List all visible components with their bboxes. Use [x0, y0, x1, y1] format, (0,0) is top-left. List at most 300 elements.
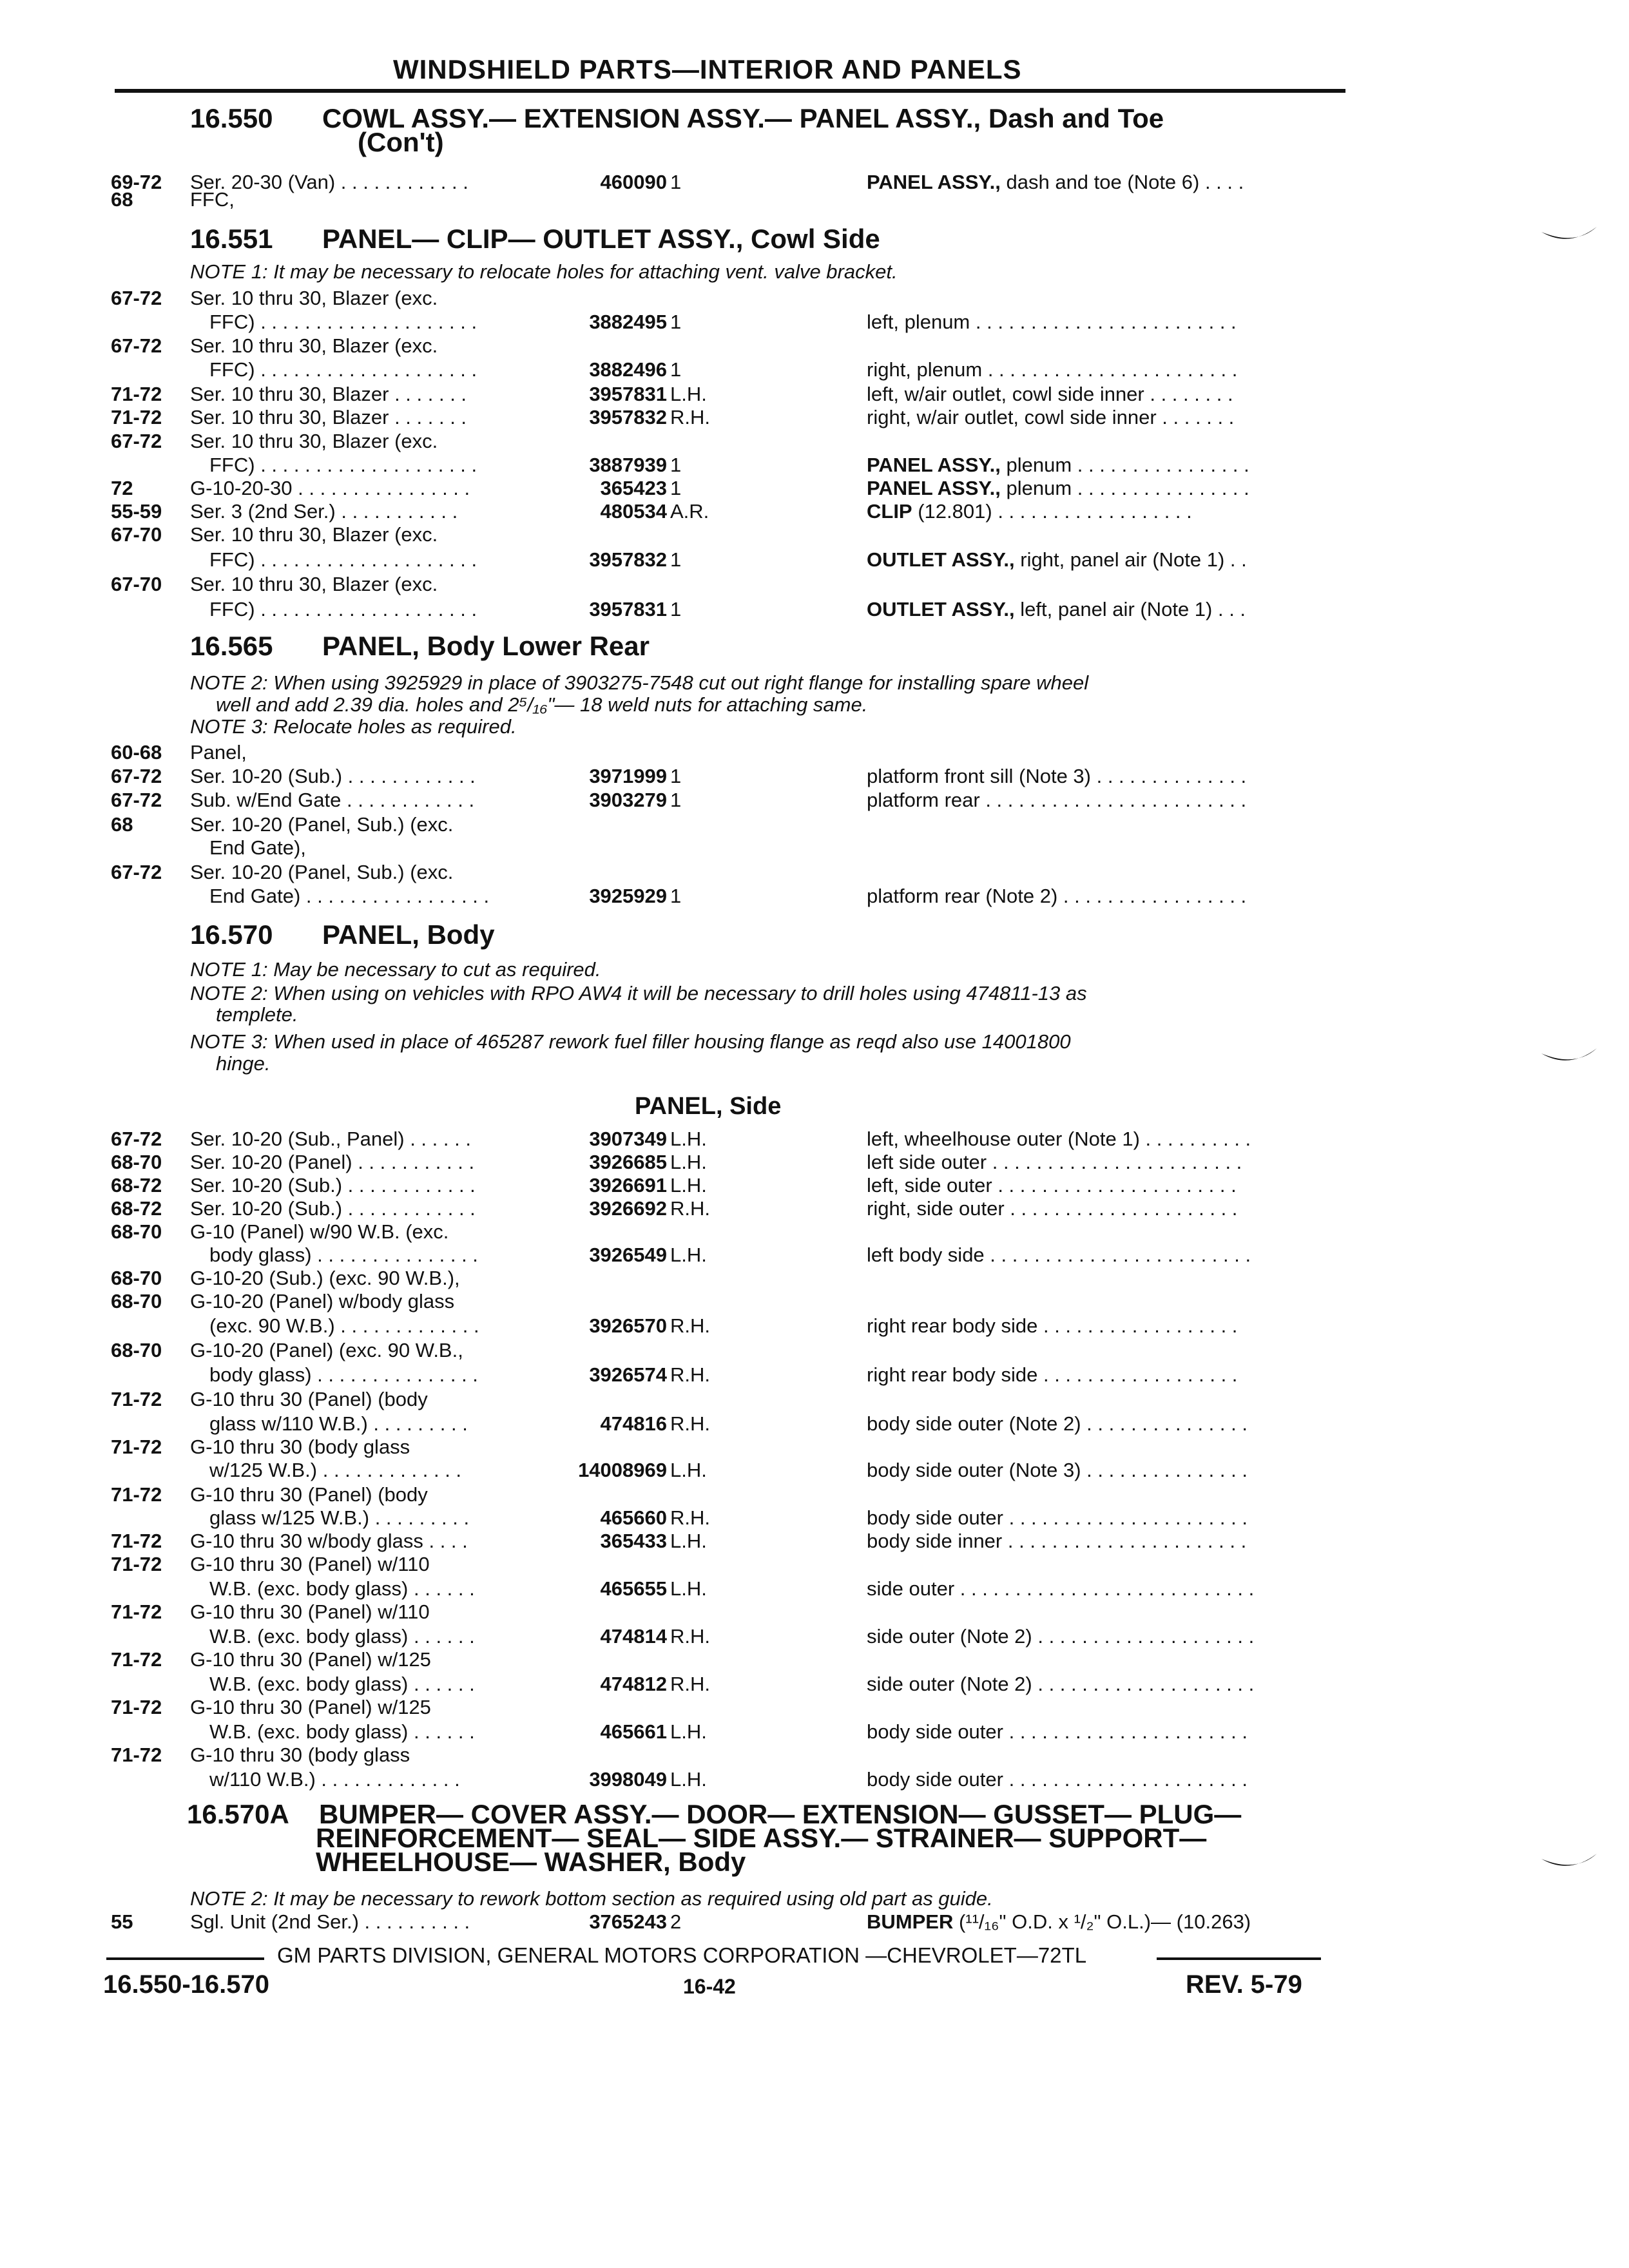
series-description: FFC) . . . . . . . . . . . . . . . . . . . .: [209, 548, 477, 571]
series-description: FFC) . . . . . . . . . . . . . . . . . . . .: [209, 598, 477, 620]
part-detail: plenum . . . . . . . . . . . . . . . .: [1000, 454, 1249, 476]
model-years: 71-72: [111, 383, 162, 405]
part-name: OUTLET ASSY.,: [867, 548, 1015, 571]
series-description: End Gate) . . . . . . . . . . . . . . . . .: [209, 885, 490, 907]
quantity: L.H.: [670, 1459, 707, 1481]
part-number: 474816: [600, 1412, 667, 1435]
part-description: [867, 500, 1192, 523]
part-detail: right, w/air outlet, cowl side inner . . . . . . .: [867, 406, 1235, 428]
series-description: W.B. (exc. body glass) . . . . . .: [209, 1673, 475, 1695]
table-row: [0, 885, 1629, 908]
series-description: FFC) . . . . . . . . . . . . . . . . . . . .: [209, 358, 477, 381]
part-description: [867, 1363, 1237, 1387]
part-number: 474812: [600, 1673, 667, 1695]
quantity: L.H.: [670, 1128, 707, 1150]
part-detail: right, plenum . . . . . . . . . . . . . . . . . . . . . . .: [867, 358, 1238, 381]
part-description: [867, 1128, 1251, 1151]
series-description: W.B. (exc. body glass) . . . . . .: [209, 1720, 475, 1743]
quantity: R.H.: [670, 1506, 710, 1529]
part-description: [867, 1506, 1248, 1530]
series-description: Ser. 10-20 (Sub.) . . . . . . . . . . . .: [190, 1197, 476, 1220]
section-number: 16.551: [190, 224, 273, 254]
series-description: Ser. 10-20 (Sub.) . . . . . . . . . . . .: [190, 1174, 476, 1196]
part-number: 3926685: [589, 1151, 667, 1173]
part-number: 3887939: [589, 454, 667, 476]
section-title: PANEL— CLIP— OUTLET ASSY., Cowl Side: [322, 224, 880, 254]
part-detail: body side inner . . . . . . . . . . . . . . . . . . . . . .: [867, 1530, 1247, 1552]
footer-rule-right: [1157, 1957, 1321, 1960]
part-description: [867, 1151, 1242, 1174]
part-name: CLIP: [867, 500, 912, 523]
table-row: [0, 1197, 1629, 1220]
part-number: 3882495: [589, 311, 667, 333]
quantity: R.H.: [670, 1412, 710, 1435]
series-description: FFC) . . . . . . . . . . . . . . . . . . . .: [209, 454, 477, 476]
part-number: 3926692: [589, 1197, 667, 1220]
part-detail: right, side outer . . . . . . . . . . . . . . . . . . . . .: [867, 1197, 1238, 1220]
series-description: G-10 thru 30 (Panel) w/125: [190, 1648, 431, 1671]
table-row: [0, 1244, 1629, 1267]
part-description: [867, 383, 1233, 406]
model-years: 68-72: [111, 1197, 162, 1220]
part-description: [867, 548, 1247, 572]
quantity: A.R.: [670, 500, 709, 523]
part-number: 465661: [600, 1720, 667, 1743]
table-row: [0, 1625, 1629, 1648]
series-description: G-10 thru 30 (Panel) w/110: [190, 1600, 430, 1623]
model-years: 60-68: [111, 741, 162, 764]
part-description: [867, 1530, 1246, 1553]
table-row: [0, 1128, 1629, 1151]
note: NOTE 1: May be necessary to cut as required.: [190, 958, 601, 981]
part-detail: side outer . . . . . . . . . . . . . . . . . . . . . . . . . . .: [867, 1577, 1255, 1600]
table-row: [0, 1363, 1629, 1387]
table-row: [0, 287, 1629, 310]
section-number: 16.550: [190, 103, 273, 133]
part-detail: body side outer . . . . . . . . . . . . . . . . . . . . . .: [867, 1506, 1248, 1529]
part-detail: body side outer (Note 3) . . . . . . . . . . . . . . .: [867, 1459, 1248, 1481]
part-description: [867, 1197, 1237, 1220]
model-years: 71-72: [111, 1530, 162, 1552]
table-row: [0, 1339, 1629, 1362]
series-description: body glass) . . . . . . . . . . . . . . .: [209, 1244, 478, 1266]
part-name: OUTLET ASSY.,: [867, 598, 1015, 620]
part-description: [867, 358, 1237, 381]
section-heading-16570: [190, 921, 495, 948]
part-detail: platform front sill (Note 3) . . . . . . . . . . . . . .: [867, 765, 1247, 787]
part-number: 14008969: [578, 1459, 667, 1481]
section-number: 16.570: [190, 919, 273, 950]
part-detail: left, plenum . . . . . . . . . . . . . . . . . . . . . . . .: [867, 311, 1237, 333]
part-description: [867, 477, 1249, 500]
note-continued: well and add 2.39 dia. holes and 2⁵/₁₆"— 18 weld nuts for attaching same.: [216, 693, 868, 716]
model-years: 71-72: [111, 1553, 162, 1575]
part-detail: right rear body side . . . . . . . . . . . . . . . . . .: [867, 1314, 1238, 1337]
table-row: [0, 1910, 1629, 1934]
part-name: BUMPER: [867, 1910, 954, 1933]
table-row: [0, 1459, 1629, 1482]
series-description: Ser. 10-20 (Sub., Panel) . . . . . .: [190, 1128, 471, 1150]
part-detail: (¹¹/₁₆" O.D. x ¹/₂" O.L.)— (10.263): [953, 1910, 1251, 1933]
binder-mark: [1540, 1047, 1598, 1073]
part-description: [867, 1314, 1237, 1338]
series-description: w/125 W.B.) . . . . . . . . . . . . .: [209, 1459, 462, 1481]
model-years: 71-72: [111, 1483, 162, 1506]
part-detail: plenum . . . . . . . . . . . . . . . .: [1000, 477, 1249, 499]
part-number: 3998049: [589, 1768, 667, 1791]
model-years: 67-72: [111, 1128, 162, 1150]
table-row: [0, 861, 1629, 884]
series-description: FFC) . . . . . . . . . . . . . . . . . . . .: [209, 311, 477, 333]
part-number: 3957831: [589, 383, 667, 405]
section-title: BUMPER— COVER ASSY.— DOOR— EXTENSION— GUSSET— PLUG—: [319, 1799, 1242, 1829]
series-description: body glass) . . . . . . . . . . . . . . .: [209, 1363, 478, 1386]
part-number: 3926691: [589, 1174, 667, 1196]
part-description: [867, 1910, 1251, 1934]
model-years: 71-72: [111, 406, 162, 428]
series-description: Panel,: [190, 741, 247, 764]
quantity: L.H.: [670, 1720, 707, 1743]
series-description: glass w/110 W.B.) . . . . . . . . .: [209, 1412, 468, 1435]
model-years: 67-72: [111, 430, 162, 452]
table-row: [0, 477, 1629, 500]
model-years: 71-72: [111, 1648, 162, 1671]
model-years: 67-70: [111, 523, 162, 546]
quantity: L.H.: [670, 1151, 707, 1173]
series-description: G-10-20 (Sub.) (exc. 90 W.B.),: [190, 1267, 460, 1289]
part-number: 3907349: [589, 1128, 667, 1150]
part-description: [867, 1673, 1254, 1696]
part-detail: right, panel air (Note 1) . .: [1014, 548, 1247, 571]
section-number: 16.565: [190, 631, 273, 661]
table-row: [0, 1530, 1629, 1553]
part-detail: body side outer . . . . . . . . . . . . . . . . . . . . . .: [867, 1768, 1248, 1791]
note-continued: hinge.: [216, 1052, 271, 1075]
series-description: W.B. (exc. body glass) . . . . . .: [209, 1577, 475, 1600]
part-description: [867, 1625, 1254, 1648]
part-number: 480534: [600, 500, 667, 523]
table-row: [0, 311, 1629, 334]
part-number: 465660: [600, 1506, 667, 1529]
model-years: 71-72: [111, 1436, 162, 1458]
note: NOTE 2: When using 3925929 in place of 3903275-7548 cut out right flange for installing spare wheel: [190, 671, 1089, 694]
part-name: PANEL ASSY.,: [867, 477, 1001, 499]
binder-mark: [1540, 226, 1598, 251]
quantity: 1: [670, 311, 682, 333]
quantity: 1: [670, 477, 682, 499]
series-description: End Gate),: [209, 836, 306, 859]
part-description: [867, 1577, 1254, 1600]
table-row: [0, 383, 1629, 406]
quantity: 1: [670, 885, 682, 907]
series-description: G-10 thru 30 w/body glass . . . .: [190, 1530, 468, 1552]
section-heading-16551: [190, 226, 880, 253]
model-years: 71-72: [111, 1388, 162, 1410]
part-detail: left, wheelhouse outer (Note 1) . . . . . . . . . .: [867, 1128, 1251, 1150]
part-number: 3882496: [589, 358, 667, 381]
series-description: Ser. 10 thru 30, Blazer (exc.: [190, 523, 438, 546]
table-row: [0, 358, 1629, 381]
quantity: 1: [670, 358, 682, 381]
note: NOTE 3: Relocate holes as required.: [190, 715, 517, 738]
part-detail: dash and toe (Note 6) . . . .: [1000, 171, 1244, 193]
table-row: [0, 1436, 1629, 1459]
footer-rule-left: [106, 1957, 264, 1960]
table-row: [0, 1648, 1629, 1671]
quantity: L.H.: [670, 1530, 707, 1552]
part-detail: left, side outer . . . . . . . . . . . . . . . . . . . . . .: [867, 1174, 1237, 1196]
quantity: L.H.: [670, 383, 707, 405]
footer-company: GM PARTS DIVISION, GENERAL MOTORS CORPORATION —CHEVROLET—72TL: [277, 1943, 1087, 1967]
part-number: 460090: [600, 171, 667, 193]
model-years: 72: [111, 477, 133, 499]
series-description: w/110 W.B.) . . . . . . . . . . . . .: [209, 1768, 460, 1791]
series-description: Ser. 10 thru 30, Blazer (exc.: [190, 287, 438, 309]
note: NOTE 2: When using on vehicles with RPO AW4 it will be necessary to drill holes using 474811-13 as: [190, 982, 1087, 1004]
part-name: PANEL ASSY.,: [867, 454, 1001, 476]
series-description: G-10 thru 30 (Panel) (body: [190, 1388, 428, 1410]
series-description: Ser. 10-20 (Panel) . . . . . . . . . . .: [190, 1151, 475, 1173]
revision: REV. 5-79: [1186, 1970, 1302, 1999]
binder-mark: [1540, 1852, 1598, 1878]
part-description: [867, 1459, 1248, 1482]
model-years: 71-72: [111, 1600, 162, 1623]
quantity: R.H.: [670, 1673, 710, 1695]
table-row: [0, 1412, 1629, 1436]
quantity: L.H.: [670, 1244, 707, 1266]
table-row: [0, 430, 1629, 453]
part-detail: left, w/air outlet, cowl side inner . . . . . . . .: [867, 383, 1233, 405]
section-number: 16.570A: [187, 1799, 289, 1829]
part-description: [867, 1768, 1248, 1791]
quantity: 1: [670, 548, 682, 571]
part-number: 3925929: [589, 885, 667, 907]
quantity: R.H.: [670, 1197, 710, 1220]
series-description: Sgl. Unit (2nd Ser.) . . . . . . . . . .: [190, 1910, 470, 1933]
quantity: 1: [670, 765, 682, 787]
series-description: Ser. 10 thru 30, Blazer (exc.: [190, 334, 438, 357]
series-description: G-10 (Panel) w/90 W.B. (exc.: [190, 1220, 449, 1243]
series-description: G-10 thru 30 (Panel) w/110: [190, 1553, 430, 1575]
model-years: 68-70: [111, 1220, 162, 1243]
series-description: Ser. 3 (2nd Ser.) . . . . . . . . . . .: [190, 500, 458, 523]
series-description: Ser. 10 thru 30, Blazer (exc.: [190, 573, 438, 595]
part-description: [867, 789, 1246, 812]
part-detail: (12.801) . . . . . . . . . . . . . . . . . .: [912, 500, 1192, 523]
model-years: 68-70: [111, 1290, 162, 1312]
series-description: G-10 thru 30 (body glass: [190, 1744, 410, 1766]
part-number: 3957832: [589, 548, 667, 571]
part-number: 3971999: [589, 765, 667, 787]
table-row: [0, 1388, 1629, 1411]
part-description: [867, 311, 1237, 334]
part-description: [867, 1720, 1248, 1744]
part-description: [867, 406, 1234, 429]
part-number: 3957832: [589, 406, 667, 428]
page-number: 16-42: [683, 1975, 736, 1998]
part-description: [867, 454, 1249, 477]
model-years: 68-70: [111, 1267, 162, 1289]
quantity: R.H.: [670, 406, 710, 428]
model-years: 68: [111, 813, 133, 836]
table-row: [0, 765, 1629, 788]
series-description: G-10-20 (Panel) w/body glass: [190, 1290, 455, 1312]
subheading: PANEL, Side: [635, 1093, 782, 1120]
part-description: [867, 1412, 1248, 1436]
series-description: (exc. 90 W.B.) . . . . . . . . . . . . .: [209, 1314, 479, 1337]
part-description: [867, 1244, 1251, 1267]
table-row: [0, 1267, 1629, 1290]
section-title-continued: REINFORCEMENT— SEAL— SIDE ASSY.— STRAINER— SUPPORT—: [316, 1823, 1207, 1853]
model-years: 71-72: [111, 1744, 162, 1766]
quantity: 1: [670, 789, 682, 811]
table-row: [0, 598, 1629, 621]
table-row: [0, 1220, 1629, 1244]
series-description: G-10-20 (Panel) (exc. 90 W.B.,: [190, 1339, 463, 1361]
table-row: [0, 1696, 1629, 1719]
part-detail: body side outer . . . . . . . . . . . . . . . . . . . . . .: [867, 1720, 1248, 1743]
part-description: [867, 1174, 1237, 1197]
table-row: [0, 1151, 1629, 1174]
part-detail: left side outer . . . . . . . . . . . . . . . . . . . . . . .: [867, 1151, 1242, 1173]
table-row: [0, 1744, 1629, 1767]
table-row: [0, 500, 1629, 523]
part-number: 3926549: [589, 1244, 667, 1266]
quantity: R.H.: [670, 1363, 710, 1386]
table-row: [0, 1673, 1629, 1696]
model-years: 55: [111, 1910, 133, 1933]
section-title-continued: WHEELHOUSE— WASHER, Body: [316, 1847, 746, 1877]
model-years: 68-70: [111, 1151, 162, 1173]
section-heading-16565: [190, 633, 650, 660]
table-row: [0, 789, 1629, 812]
table-row: [0, 548, 1629, 572]
series-description: Ser. 10-20 (Panel, Sub.) (exc.: [190, 861, 454, 883]
note: NOTE 2: It may be necessary to rework bottom section as required using old part as guide.: [190, 1887, 993, 1910]
model-years: 67-70: [111, 573, 162, 595]
series-description: FFC,: [190, 188, 235, 211]
part-number: 365423: [600, 477, 667, 499]
series-description: W.B. (exc. body glass) . . . . . .: [209, 1625, 475, 1648]
part-detail: left body side . . . . . . . . . . . . . . . . . . . . . . . .: [867, 1244, 1251, 1266]
note-continued: templete.: [216, 1003, 298, 1026]
series-description: Ser. 20-30 (Van) . . . . . . . . . . . .: [190, 171, 468, 193]
part-detail: body side outer (Note 2) . . . . . . . . . . . . . . .: [867, 1412, 1248, 1435]
model-years: 67-72: [111, 861, 162, 883]
quantity: 1: [670, 454, 682, 476]
part-number: 3765243: [589, 1910, 667, 1933]
table-row: [0, 1553, 1629, 1576]
part-description: [867, 885, 1246, 908]
note: NOTE 1: It may be necessary to relocate holes for attaching vent. valve bracket.: [190, 260, 898, 283]
quantity: L.H.: [670, 1577, 707, 1600]
section-title: PANEL, Body: [322, 919, 495, 950]
part-number: 3957831: [589, 598, 667, 620]
quantity: L.H.: [670, 1768, 707, 1791]
series-description: Ser. 10 thru 30, Blazer (exc.: [190, 430, 438, 452]
part-number: 465655: [600, 1577, 667, 1600]
table-row: [0, 1314, 1629, 1338]
table-row: [0, 1768, 1629, 1791]
section-title: PANEL, Body Lower Rear: [322, 631, 650, 661]
series-description: Ser. 10 thru 30, Blazer . . . . . . .: [190, 383, 467, 405]
table-row: [0, 454, 1629, 477]
part-description: [867, 765, 1246, 788]
table-row: [0, 523, 1629, 546]
model-years: 67-72: [111, 789, 162, 811]
table-row: [0, 813, 1629, 836]
part-number: 3903279: [589, 789, 667, 811]
table-row: [0, 1290, 1629, 1313]
section-heading-16550: [190, 105, 1164, 132]
series-description: Ser. 10 thru 30, Blazer . . . . . . .: [190, 406, 467, 428]
series-description: Ser. 10-20 (Sub.) . . . . . . . . . . . .: [190, 765, 476, 787]
model-years: 67-72: [111, 334, 162, 357]
table-row: [0, 1174, 1629, 1197]
quantity: R.H.: [670, 1314, 710, 1337]
table-row: [0, 1483, 1629, 1506]
part-description: [867, 598, 1246, 621]
part-number: 3926570: [589, 1314, 667, 1337]
table-row: [0, 188, 1629, 211]
page-title: WINDSHIELD PARTS—INTERIOR AND PANELS: [393, 54, 1022, 84]
quantity: 2: [670, 1910, 682, 1933]
table-row: [0, 406, 1629, 429]
model-years: 68: [111, 188, 133, 211]
part-detail: side outer (Note 2) . . . . . . . . . . . . . . . . . . . .: [867, 1625, 1255, 1648]
series-description: G-10 thru 30 (Panel) w/125: [190, 1696, 431, 1718]
quantity: L.H.: [670, 1174, 707, 1196]
table-row: [0, 741, 1629, 764]
table-row: [0, 1506, 1629, 1530]
part-name: PANEL ASSY.,: [867, 171, 1001, 193]
table-row: [0, 836, 1629, 860]
part-number: 365433: [600, 1530, 667, 1552]
quantity: 1: [670, 598, 682, 620]
model-years: 71-72: [111, 1696, 162, 1718]
series-description: G-10 thru 30 (Panel) (body: [190, 1483, 428, 1506]
model-years: 67-72: [111, 765, 162, 787]
table-row: [0, 1577, 1629, 1600]
note: NOTE 3: When used in place of 465287 rework fuel filler housing flange as reqd also use 14001800: [190, 1030, 1071, 1053]
series-description: Sub. w/End Gate . . . . . . . . . . . .: [190, 789, 475, 811]
table-row: [0, 334, 1629, 358]
section-continued: (Con't): [358, 127, 444, 157]
part-detail: right rear body side . . . . . . . . . . . . . . . . . .: [867, 1363, 1238, 1386]
part-detail: platform rear (Note 2) . . . . . . . . . . . . . . . . .: [867, 885, 1247, 907]
model-years: 55-59: [111, 500, 162, 523]
part-number: 3926574: [589, 1363, 667, 1386]
model-years: 69-72: [111, 171, 162, 193]
section-title: COWL ASSY.— EXTENSION ASSY.— PANEL ASSY., Dash and Toe: [322, 103, 1164, 133]
part-detail: side outer (Note 2) . . . . . . . . . . . . . . . . . . . .: [867, 1673, 1255, 1695]
footer-section-range: 16.550-16.570: [103, 1970, 270, 1999]
table-row: [0, 573, 1629, 596]
part-number: 474814: [600, 1625, 667, 1648]
quantity: R.H.: [670, 1625, 710, 1648]
part-detail: platform rear . . . . . . . . . . . . . . . . . . . . . . . .: [867, 789, 1247, 811]
header-rule: [115, 89, 1345, 93]
table-row: [0, 1720, 1629, 1744]
quantity: 1: [670, 171, 682, 193]
model-years: 68-72: [111, 1174, 162, 1196]
series-description: glass w/125 W.B.) . . . . . . . . .: [209, 1506, 470, 1529]
series-description: G-10 thru 30 (body glass: [190, 1436, 410, 1458]
model-years: 67-72: [111, 287, 162, 309]
series-description: Ser. 10-20 (Panel, Sub.) (exc.: [190, 813, 454, 836]
part-detail: left, panel air (Note 1) . . .: [1014, 598, 1246, 620]
model-years: 68-70: [111, 1339, 162, 1361]
